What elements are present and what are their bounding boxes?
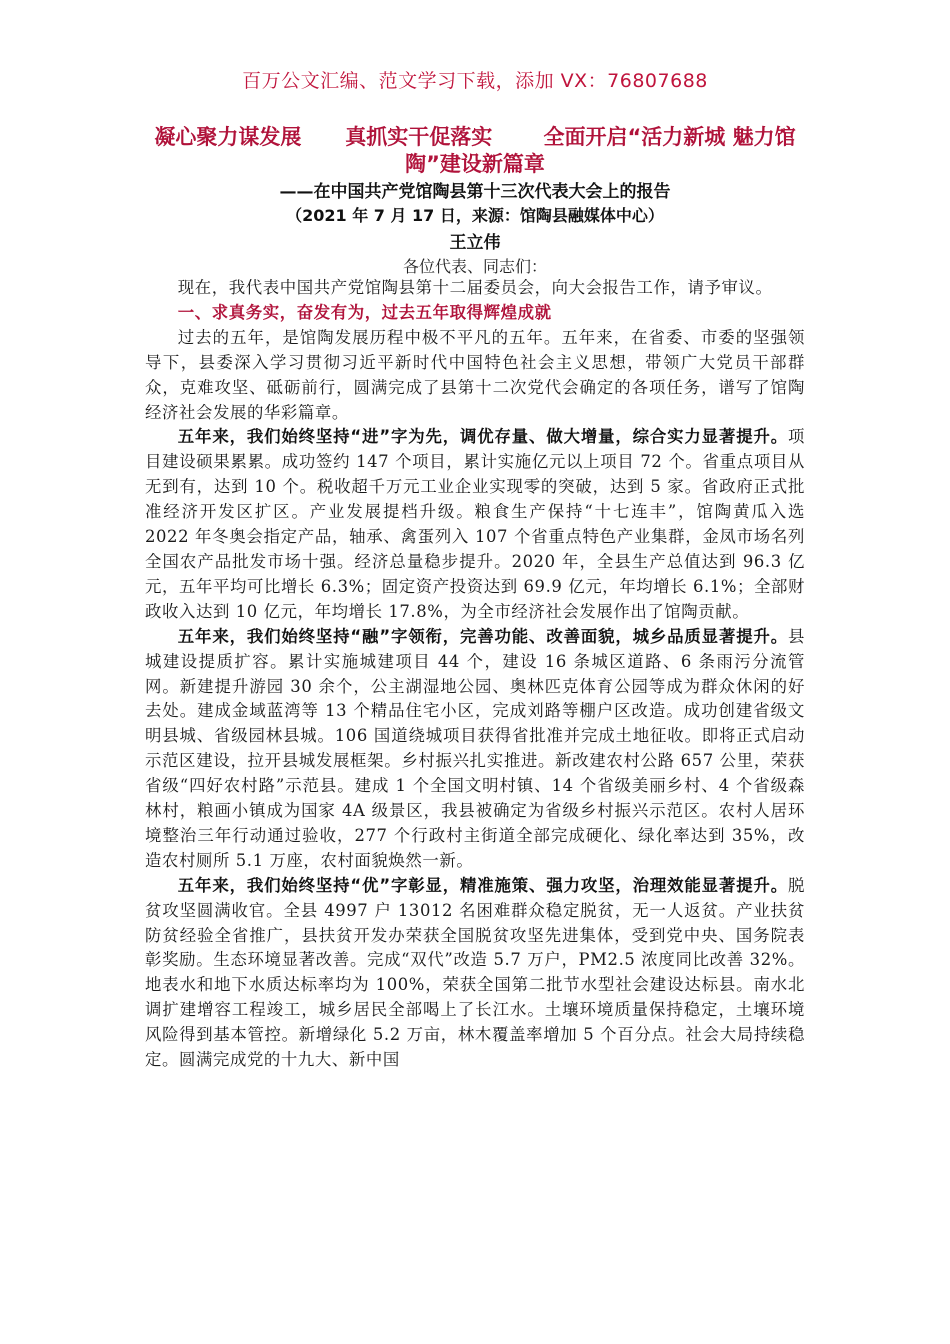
paragraph-lead: 五年来，我们始终坚持“优”字彰显，精准施策、强力攻坚，治理效能显著提升。 [177, 875, 788, 895]
document-body [145, 276, 805, 1073]
section-heading [145, 301, 805, 326]
watermark-banner: 百万公文汇编、范文学习下载，添加 VX：76807688 [242, 70, 708, 92]
author-name: 王立伟 [449, 233, 501, 253]
document-title: 凝心聚力谋发展 真抓实干促落实 全面开启“活力新城 魅力馆陶”建设新篇章 [154, 125, 796, 176]
paragraph-lead: 五年来，我们始终坚持“进”字为先，调优存量、做大增量，综合实力显著提升。 [177, 427, 788, 447]
section-heading-text: 一、求真务实，奋发有为，过去五年取得辉煌成就 [177, 302, 552, 322]
intro-paragraph: 现在，我代表中国共产党馆陶县第十二届委员会，向大会报告工作，请予审议。 [177, 278, 773, 297]
document-subtitle: ——在中国共产党馆陶县第十三次代表大会上的报告 [279, 182, 671, 202]
paragraph-text: 脱贫攻坚圆满收官。全县 4997 户 13012 名困难群众稳定脱贫，无一人返贫。产业扶贫防贫经验全省推广，县扶贫开发办荣获全国脱贫攻坚先进集体，受到党中央、国务院表彰奖励。生态环境显著改善。完成“双代”改造 5.7 万户，PM2.5 浓度同比改善 32%。地表水和地下水质达标率均为 100%，荣获全国第二批节水型社会建设达标县。南水北调扩建增容工程竣工，城乡居民全部喝上了长江水。土壤环境质量保持稳定，土壤环境风险得到基本管控。新增绿化 5.2 万亩，林木覆盖率增加 5 个百分点。社会大局持续稳定。圆满完成党的十九大、新中国 [145, 875, 805, 1070]
paragraph-text: 项目建设硕果累累。成功签约 147 个项目，累计实施亿元以上项目 72 个。省重点项目从无到有，达到 10 个。税收超千万元工业企业实现零的突破，达到 5 家。省政府正式批准经济开发区扩区。产业发展提档升级。粮食生产保持“十七连丰”，馆陶黄瓜入选 2022 年冬奥会指定产品，轴承、禽蛋列入 107 个省重点特色产业集群，金凤市场名列全国农产品批发市场十强。经济总量稳步提升。2020 年，全县生产总值达到 96.3 亿元，五年平均可比增长 6.3%；固定资产投资达到 69.9 亿元，年均增长 6.1%；全部财政收入达到 10 亿元，年均增长 17.8%，为全市经济社会发展作出了馆陶贡献。 [145, 427, 805, 621]
paragraph [145, 625, 805, 874]
date-source-line: （2021 年 7 月 17 日，来源：馆陶县融媒体中心） [286, 206, 664, 225]
paragraph [145, 874, 805, 1073]
paragraph [145, 425, 805, 624]
paragraph-text: 县城建设提质扩容。累计实施城建项目 44 个，建设 16 条城区道路、6 条雨污分流管网。新建提升游园 30 余个，公主湖湿地公园、奥林匹克体育公园等成为群众休闲的好去处。建成金域蓝湾等 13 个精品住宅小区，完成刘路等棚户区改造。成功创建省级文明县城、省级园林县城。106 国道绕城项目获得省批准并完成土地征收。即将正式启动示范区建设，拉开县城发展框架。乡村振兴扎实推进。新改建农村公路 657 公里，荣获省级“四好农村路”示范县。建成 1 个全国文明村镇、14 个省级美丽乡村、4 个省级森林村，粮画小镇成为国家 4A 级景区，我县被确定为省级乡村振兴示范区。农村人居环境整治三年行动通过验收，277 个行政村主街道全部完成硬化、绿化率达到 35%，改造农村厕所 5.1 万座，农村面貌焕然一新。 [145, 626, 805, 870]
salutation: 各位代表、同志们： [402, 257, 547, 276]
paragraph: 过去的五年，是馆陶发展历程中极不平凡的五年。五年来，在省委、市委的坚强领导下，县委深入学习贯彻习近平新时代中国特色社会主义思想，带领广大党员干部群众，克难攻坚、砥砺前行，圆满完成了县第十二次党代会确定的各项任务，谱写了馆陶经济社会发展的华彩篇章。 [145, 327, 805, 422]
paragraph-lead: 五年来，我们始终坚持“融”字领衔，完善功能、改善面貌，城乡品质显著提升。 [177, 626, 788, 646]
